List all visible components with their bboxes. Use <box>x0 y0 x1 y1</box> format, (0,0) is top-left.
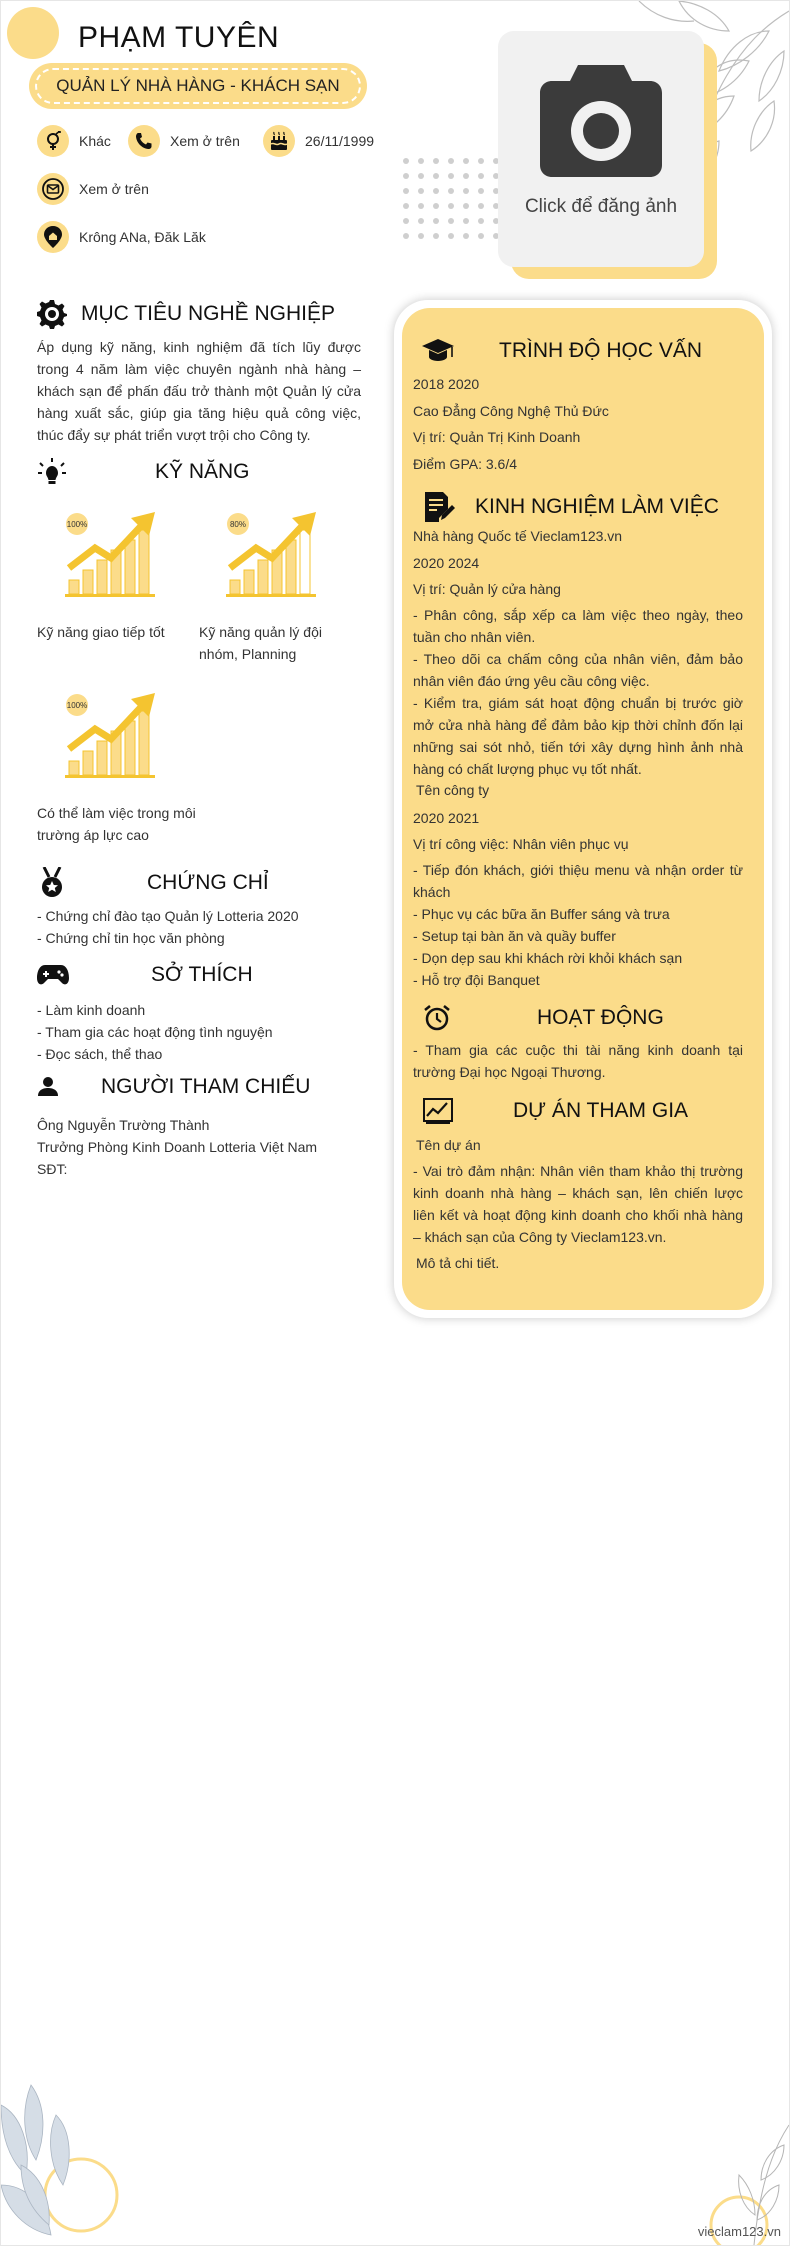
hobby-item[interactable]: - Đọc sách, thể thao <box>37 1046 163 1062</box>
skill-chart-icon <box>63 687 163 782</box>
job-description[interactable]: - Phân công, sắp xếp ca làm việc theo ngày, theo tuần cho nhân viên. - Theo dõi ca chấm công của nhân viên, đảm bảo nhân viên đáo ứng yêu cầu công việc. - Kiểm tra, giám sát hoạt động chuẩn bị trước giờ mở cửa nhà hàng để đảm bảo kịp thời chỉnh đốn lại những sai sót nhỏ, tiến tới xây dựng hình ảnh nhà hàng có chất lượng phục vụ tốt nhất. <box>413 607 743 777</box>
skill-bar <box>244 570 254 594</box>
job-company[interactable]: Tên công ty <box>416 782 490 798</box>
alarm-clock-icon <box>423 1004 451 1032</box>
job-title-badge[interactable] <box>29 63 367 109</box>
skill-bar <box>69 761 79 775</box>
hobby-item[interactable]: - Tham gia các hoạt động tình nguyện <box>37 1024 273 1040</box>
skill-bar <box>139 711 149 775</box>
photo-upload-area[interactable] <box>498 31 704 267</box>
email-value: Xem ở trên <box>79 181 149 197</box>
medal-icon <box>37 867 67 899</box>
project-name[interactable]: Tên dự án <box>416 1137 481 1153</box>
hobbies-header <box>37 963 361 987</box>
education-gpa[interactable]: Điểm GPA: 3.6/4 <box>413 456 518 472</box>
footer-site[interactable]: vieclam123.vn <box>697 2224 781 2239</box>
birthday-info[interactable] <box>263 125 374 157</box>
skill-bar <box>258 560 268 594</box>
phone-icon <box>128 125 160 157</box>
skill-bar <box>230 580 240 594</box>
skill-bar <box>125 540 135 594</box>
photo-upload-label: Click để đăng ảnh <box>524 196 678 217</box>
skill-bar <box>286 540 296 594</box>
document-edit-icon <box>423 491 455 523</box>
skill-bar <box>83 570 93 594</box>
skill-bar <box>125 721 135 775</box>
references-heading: NGƯỜI THAM CHIẾU <box>101 1075 311 1098</box>
chart-board-icon <box>423 1098 453 1124</box>
reference-line[interactable]: SĐT: <box>37 1161 68 1177</box>
education-header <box>421 337 702 365</box>
skill-percent-label: 80% <box>229 520 247 529</box>
skill-bar <box>97 741 107 775</box>
activities-header <box>423 1004 664 1032</box>
graduation-cap-icon <box>421 337 455 365</box>
education-position[interactable]: Vị trí: Quản Trị Kinh Doanh <box>413 429 581 445</box>
phone-info[interactable] <box>128 125 240 157</box>
skill-chart-baseline <box>65 775 155 778</box>
reference-line[interactable]: Ông Nguyễn Trường Thành <box>37 1117 210 1133</box>
activities-text[interactable]: - Tham gia các cuộc thi tài năng kinh doanh tại trường Đại học Ngoại Thương. <box>413 1042 743 1080</box>
skill-bar <box>139 530 149 594</box>
leaf-decoration-icon <box>1 2075 151 2245</box>
gender-info[interactable] <box>37 125 111 157</box>
gamepad-icon <box>37 963 69 987</box>
education-school[interactable]: Cao Đẳng Công Nghệ Thủ Đức <box>413 403 609 419</box>
skill-chart-baseline <box>65 594 155 597</box>
gear-icon <box>37 299 67 329</box>
skill-chart-baseline <box>226 594 316 597</box>
birthday-value: 26/11/1999 <box>305 133 375 149</box>
skill-label[interactable]: Kỹ năng giao tiếp tốt <box>37 624 165 640</box>
decorative-circle <box>7 7 59 59</box>
email-info[interactable] <box>37 173 149 205</box>
dot-pattern-decoration <box>401 156 506 246</box>
location-pin-icon <box>37 221 69 253</box>
skill-chart-icon <box>224 506 324 601</box>
skill-percent-label: 100% <box>66 520 88 529</box>
skills-header <box>37 457 361 487</box>
education-heading: TRÌNH ĐỘ HỌC VẤN <box>499 339 703 362</box>
skills-heading: KỸ NĂNG <box>155 460 250 483</box>
education-period[interactable]: 2018 2020 <box>413 376 480 392</box>
address-info[interactable] <box>37 221 206 253</box>
activities-heading: HOẠT ĐỘNG <box>537 1006 664 1029</box>
job-period[interactable]: 2020 2024 <box>413 555 480 571</box>
certificate-item[interactable]: - Chứng chỉ đào tạo Quản lý Lotteria 2020 <box>37 908 299 924</box>
birthday-cake-icon <box>263 125 295 157</box>
skill-label[interactable]: Có thể làm việc trong môi trường áp lực cao <box>37 805 196 843</box>
job-position[interactable]: Vị trí: Quản lý cửa hàng <box>413 581 561 597</box>
skill-label[interactable]: Kỹ năng quản lý đội nhóm, Planning <box>199 624 322 662</box>
certificates-header <box>37 867 361 899</box>
phone-value: Xem ở trên <box>170 133 240 149</box>
skill-percent-label: 100% <box>66 701 88 710</box>
job-company[interactable]: Nhà hàng Quốc tế Vieclam123.vn <box>413 528 623 544</box>
skill-bar <box>83 751 93 775</box>
project-detail[interactable]: Mô tả chi tiết. <box>416 1255 500 1271</box>
hobbies-heading: SỞ THÍCH <box>151 963 253 986</box>
project-description[interactable]: - Vai trò đảm nhận: Nhân viên tham khảo thị trường kinh doanh nhà hàng – khách sạn, lên chiến lược liên kết và hoạt động kinh doanh cho khối nhà hàng – khách sạn của Công ty Vieclam123.vn. <box>413 1163 743 1245</box>
skill-bar <box>69 580 79 594</box>
skill-bar <box>97 560 107 594</box>
job-position[interactable]: Vị trí công việc: Nhân viên phục vụ <box>413 836 629 852</box>
hobby-item[interactable]: - Làm kinh doanh <box>37 1002 146 1018</box>
camera-icon <box>538 61 664 181</box>
job-period[interactable]: 2020 2021 <box>413 810 480 826</box>
lightbulb-icon <box>37 457 67 487</box>
job-description[interactable]: - Tiếp đón khách, giới thiệu menu và nhận order từ khách - Phục vụ các bữa ăn Buffer sáng và trưa - Setup tại bàn ăn và quầy buffer - Dọn dẹp sau khi khách rời khỏi khách sạn - Hỗ trợ đội Banquet <box>413 862 743 988</box>
references-header <box>37 1075 361 1099</box>
job-title: QUẢN LÝ NHÀ HÀNG - KHÁCH SẠN <box>35 68 361 104</box>
certificate-item[interactable]: - Chứng chỉ tin học văn phòng <box>37 930 225 946</box>
candidate-name[interactable]: PHẠM TUYÊN <box>78 21 280 54</box>
experience-header <box>423 491 719 523</box>
objective-header <box>37 299 335 329</box>
skill-chart-icon <box>63 506 163 601</box>
skill-bar <box>300 530 310 594</box>
projects-header <box>423 1098 688 1124</box>
gender-value: Khác <box>79 133 111 149</box>
experience-heading: KINH NGHIỆM LÀM VIỆC <box>475 495 719 518</box>
objective-heading: MỤC TIÊU NGHỀ NGHIỆP <box>81 302 335 325</box>
certificates-heading: CHỨNG CHỈ <box>147 871 269 894</box>
email-icon <box>37 173 69 205</box>
objective-text[interactable]: Áp dụng kỹ năng, kinh nghiệm đã tích lũy được trong 4 năm làm việc chuyên ngành nhà hàng – khách sạn để phấn đấu trở thành một Quản lý cửa hàng xuất sắc, giúp gia tăng hiệu quả công việc, thúc đẩy sự phát triển vượt trội cho Công ty. <box>37 339 361 443</box>
address-value: Krông ANa, Đăk Lăk <box>79 229 206 245</box>
reference-line[interactable]: Trưởng Phòng Kinh Doanh Lotteria Việt Nam <box>37 1139 318 1155</box>
projects-heading: DỰ ÁN THAM GIA <box>513 1099 689 1122</box>
person-icon <box>37 1076 59 1098</box>
gender-icon <box>37 125 69 157</box>
